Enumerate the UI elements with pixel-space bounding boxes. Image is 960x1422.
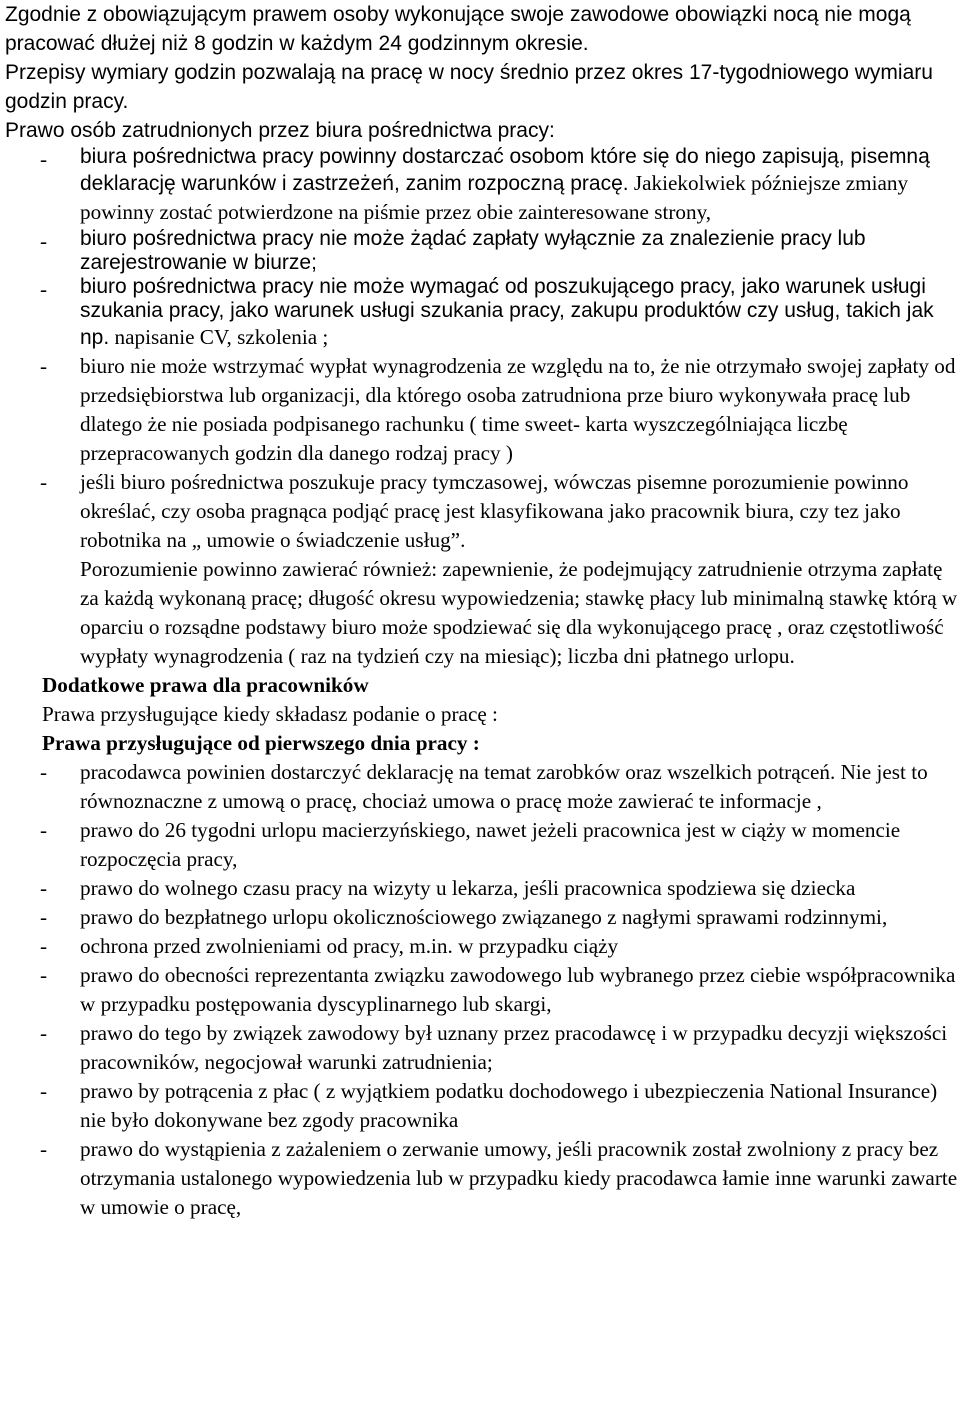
list-dash: - xyxy=(40,905,48,929)
agency-rights-list xyxy=(0,145,960,555)
list-item xyxy=(0,1135,960,1222)
list-dash: - xyxy=(40,876,48,900)
list-item xyxy=(0,468,960,555)
list-item xyxy=(0,903,960,932)
list-item xyxy=(0,352,960,468)
list-item-text: biuro pośrednictwa pracy nie może wymagać od poszukującego pracy, jako warunek usługi szukania pracy, jako warunek usługi szukania pracy, zakupu produktów czy usług, takich jak np. xyxy=(80,275,934,349)
list-dash: - xyxy=(40,934,48,958)
list-item-text: prawo do tego by związek zawodowy był uznany przez pracodawcę i w przypadku decyzji większości pracowników, negocjował warunki zatrudnienia; xyxy=(80,1021,948,1074)
intro-paragraph-hours: Przepisy wymiary godzin pozwalają na pracę w nocy średnio przez okres 17-tygodniowego wymiaru godzin pracy. xyxy=(5,61,933,113)
list-dash: - xyxy=(40,818,48,842)
list-dash: - xyxy=(40,229,48,253)
list-item-text: ochrona przed zwolnieniami od pracy, m.in. w przypadku ciąży xyxy=(80,934,619,958)
list-item-text: prawo by potrącenia z płac ( z wyjątkiem podatku dochodowego i ubezpieczenia National Insurance) nie było dokonywane bez zgody pracownika xyxy=(80,1079,938,1132)
employee-rights-list xyxy=(0,758,960,1222)
list-dash: - xyxy=(40,760,48,784)
list-item xyxy=(0,227,960,275)
list-item-text: biura pośrednictwa pracy powinny dostarczać osobom które się do niego zapisują, pisemną deklarację warunków i zastrzeżeń, zanim rozpoczną pracę. xyxy=(80,145,930,195)
section-heading: Dodatkowe prawa dla pracowników xyxy=(42,673,369,697)
list-item xyxy=(0,145,960,227)
list-item-text: prawo do wystąpienia z zażaleniem o zerwanie umowy, jeśli pracownik został zwolniony z pracy bez otrzymania ustalonego wypowiedzenia lub w przypadku kiedy pracodawca łamie inne warunki zawarte w umowie o pracę, xyxy=(80,1137,958,1219)
section-intro: Prawa przysługujące kiedy składasz podanie o pracę : xyxy=(42,702,498,726)
list-item-text: prawo do wolnego czasu pracy na wizyty u lekarza, jeśli pracownica spodziewa się dziecka xyxy=(80,876,856,900)
list-dash: - xyxy=(40,1079,48,1103)
list-item xyxy=(0,1019,960,1077)
intro-paragraph-night-work: Zgodnie z obowiązującym prawem osoby wykonujące swoje zawodowe obowiązki nocą nie mogą pracować dłużej niż 8 godzin w każdym 24 godzinnym okresie. xyxy=(5,3,911,55)
list-dash: - xyxy=(40,147,48,171)
list-item-text: prawo do 26 tygodni urlopu macierzyńskiego, nawet jeżeli pracownica jest w ciąży w momencie rozpoczęcia pracy, xyxy=(80,818,901,871)
list-dash: - xyxy=(40,470,48,494)
list-item xyxy=(0,874,960,903)
list-item-text: prawo do obecności reprezentanta związku zawodowego lub wybranego przez ciebie współpracownika w przypadku postępowania dyscyplinarnego lub skargi, xyxy=(80,963,956,1016)
list-item-text: biuro nie może wstrzymać wypłat wynagrodzenia ze względu na to, że nie otrzymało swojej zapłaty od przedsiębiorstwa lub organizacji, dla którego osoba zatrudniona prze biuro wykonywała pracę lub dlatego że nie posiada podpisanego rachunku ( time sweet- karta wyszczególniająca liczbę przepracowanych godzin dla danego rodzaj pracy ) xyxy=(80,354,956,465)
list-item xyxy=(0,932,960,961)
list-item-text: prawo do bezpłatnego urlopu okolicznościowego związanego z nagłymi sprawami rodzinnymi, xyxy=(80,905,888,929)
list-item xyxy=(0,961,960,1019)
agreement-paragraph: Porozumienie powinno zawierać również: zapewnienie, że podejmujący zatrudnienie otrzyma zapłatę za każdą wykonaną pracę; długość okresu wypowiedzenia; stawkę płacy lub minimalną stawkę którą w oparciu o rozsądne podstawy biuro może spodziewać się dla wykonującego pracę , oraz częstotliwość wypłaty wynagrodzenia ( raz na tydzień czy na miesiąc); liczba dni płatnego urlopu. xyxy=(80,557,958,668)
list-item-text-cont: napisanie CV, szkolenia ; xyxy=(109,325,329,349)
list-item xyxy=(0,758,960,816)
list-item-text: biuro pośrednictwa pracy nie może żądać zapłaty wyłącznie za znalezienie pracy lub zarejestrowanie w biurze; xyxy=(80,227,866,274)
list-dash: - xyxy=(40,963,48,987)
list-item xyxy=(0,816,960,874)
subsection-heading: Prawa przysługujące od pierwszego dnia pracy : xyxy=(42,731,480,755)
list-dash: - xyxy=(40,277,48,301)
list-dash: - xyxy=(40,1137,48,1161)
list-item-text-cont: Jakiekolwiek późniejsze zmiany powinny zostać potwierdzone na piśmie przez obie zainteresowane strony, xyxy=(80,171,909,224)
list-item xyxy=(0,1077,960,1135)
list-item-text: jeśli biuro pośrednictwa poszukuje pracy tymczasowej, wówczas pisemne porozumienie powinno określać, czy osoba pragnąca podjąć pracę jest klasyfikowana jako pracownik biura, czy tez jako robotnika na „ umowie o świadczenie usług”. xyxy=(80,470,909,552)
intro-paragraph-agency-rights: Prawo osób zatrudnionych przez biura pośrednictwa pracy: xyxy=(5,119,555,142)
list-item xyxy=(0,275,960,352)
list-item-text: pracodawca powinien dostarczyć deklarację na temat zarobków oraz wszelkich potrąceń. Nie jest to równoznaczne z umową o pracę, chociaż umowa o pracę może zawierać te informacje , xyxy=(80,760,928,813)
list-dash: - xyxy=(40,354,48,378)
list-dash: - xyxy=(40,1021,48,1045)
